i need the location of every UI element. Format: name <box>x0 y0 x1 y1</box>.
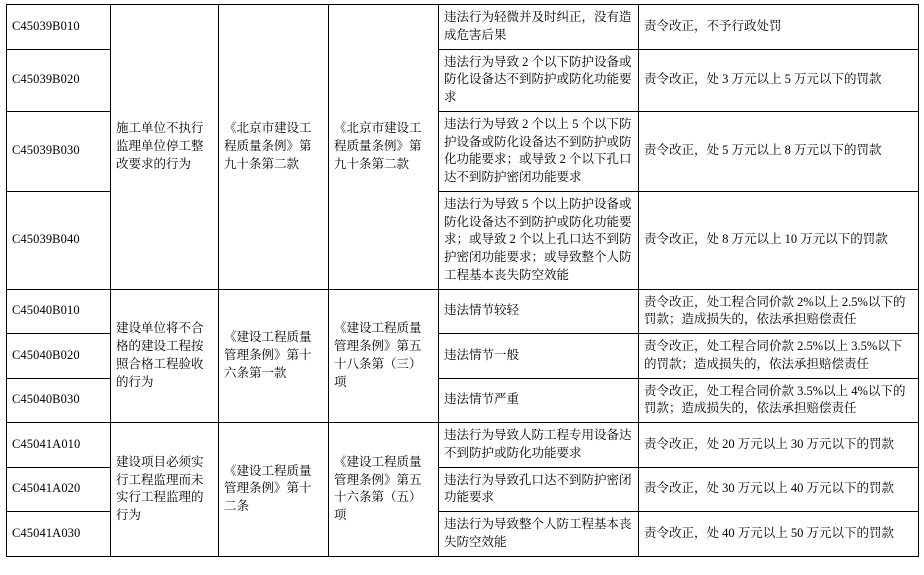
table-row <box>7 5 919 50</box>
cell-code: C45041A010 <box>7 423 111 468</box>
cell-penalty: 责令改正，不予行政处罚 <box>639 5 919 50</box>
cell-circumstance: 违法行为导致 2 个以上 5 个以下防护设备或防化设备达不到防护或防化功能要求；或导致 2 个以下孔口达不到防护密闭功能要求 <box>439 111 639 191</box>
cell-law-basis-one: 《建设工程质量管理条例》第十二条 <box>219 423 329 557</box>
cell-code: C45039B020 <box>7 49 111 111</box>
cell-code: C45040B010 <box>7 289 111 334</box>
cell-penalty: 责令改正，处 30 万元以上 40 万元以下的罚款 <box>639 467 919 512</box>
cell-penalty: 责令改正，处工程合同价款 2.5%以上 3.5%以下的罚款；造成损失的，依法承担赔偿责任 <box>639 334 919 379</box>
cell-circumstance: 违法行为导致孔口达不到防护密闭功能要求 <box>439 467 639 512</box>
cell-law-basis-one: 《建设工程质量管理条例》第十六条第一款 <box>219 289 329 423</box>
table-row <box>7 423 919 468</box>
cell-circumstance: 违法行为轻微并及时纠正，没有造成危害后果 <box>439 5 639 50</box>
administrative-penalty-table <box>6 4 919 557</box>
cell-circumstance: 违法行为导致 2 个以下防护设备或防化设备达不到防护或防化功能要求 <box>439 49 639 111</box>
document-page <box>0 4 924 575</box>
cell-code: C45039B030 <box>7 111 111 191</box>
cell-circumstance: 违法行为导致 5 个以上防护设备或防化设备达不到防护或防化功能要求；或导致 2 个以上孔口达不到防护密闭功能要求；或导致整个人防工程基本丧失防空效能 <box>439 191 639 289</box>
cell-circumstance: 违法情节一般 <box>439 334 639 379</box>
cell-penalty: 责令改正，处 8 万元以上 10 万元以下的罚款 <box>639 191 919 289</box>
cell-law-basis-one: 《北京市建设工程质量条例》第九十条第二款 <box>219 5 329 290</box>
cell-code: C45041A020 <box>7 467 111 512</box>
cell-circumstance: 违法行为导致整个人防工程基本丧失防空效能 <box>439 512 639 557</box>
cell-law-basis-two: 《建设工程质量管理条例》第五十六条第（五）项 <box>329 423 439 557</box>
cell-circumstance: 违法行为导致人防工程专用设备达不到防护或防化功能要求 <box>439 423 639 468</box>
cell-penalty: 责令改正，处 5 万元以上 8 万元以下的罚款 <box>639 111 919 191</box>
table-row <box>7 289 919 334</box>
cell-behavior: 施工单位不执行监理单位停工整改要求的行为 <box>111 5 219 290</box>
cell-penalty: 责令改正，处 40 万元以上 50 万元以下的罚款 <box>639 512 919 557</box>
cell-penalty: 责令改正，处 3 万元以上 5 万元以下的罚款 <box>639 49 919 111</box>
cell-code: C45040B030 <box>7 378 111 423</box>
cell-code: C45039B040 <box>7 191 111 289</box>
cell-behavior: 建设单位将不合格的建设工程按照合格工程验收的行为 <box>111 289 219 423</box>
cell-circumstance: 违法情节严重 <box>439 378 639 423</box>
cell-penalty: 责令改正，处工程合同价款 2%以上 2.5%以下的罚款；造成损失的，依法承担赔偿责任 <box>639 289 919 334</box>
cell-behavior: 建设项目必须实行工程监理而未实行工程监理的行为 <box>111 423 219 557</box>
cell-law-basis-two: 《北京市建设工程质量条例》第九十条第二款 <box>329 5 439 290</box>
cell-penalty: 责令改正，处 20 万元以上 30 万元以下的罚款 <box>639 423 919 468</box>
cell-law-basis-two: 《建设工程质量管理条例》第五十八条第（三）项 <box>329 289 439 423</box>
cell-penalty: 责令改正，处工程合同价款 3.5%以上 4%以下的罚款；造成损失的，依法承担赔偿责任 <box>639 378 919 423</box>
cell-code: C45039B010 <box>7 5 111 50</box>
cell-code: C45041A030 <box>7 512 111 557</box>
cell-code: C45040B020 <box>7 334 111 379</box>
cell-circumstance: 违法情节较轻 <box>439 289 639 334</box>
